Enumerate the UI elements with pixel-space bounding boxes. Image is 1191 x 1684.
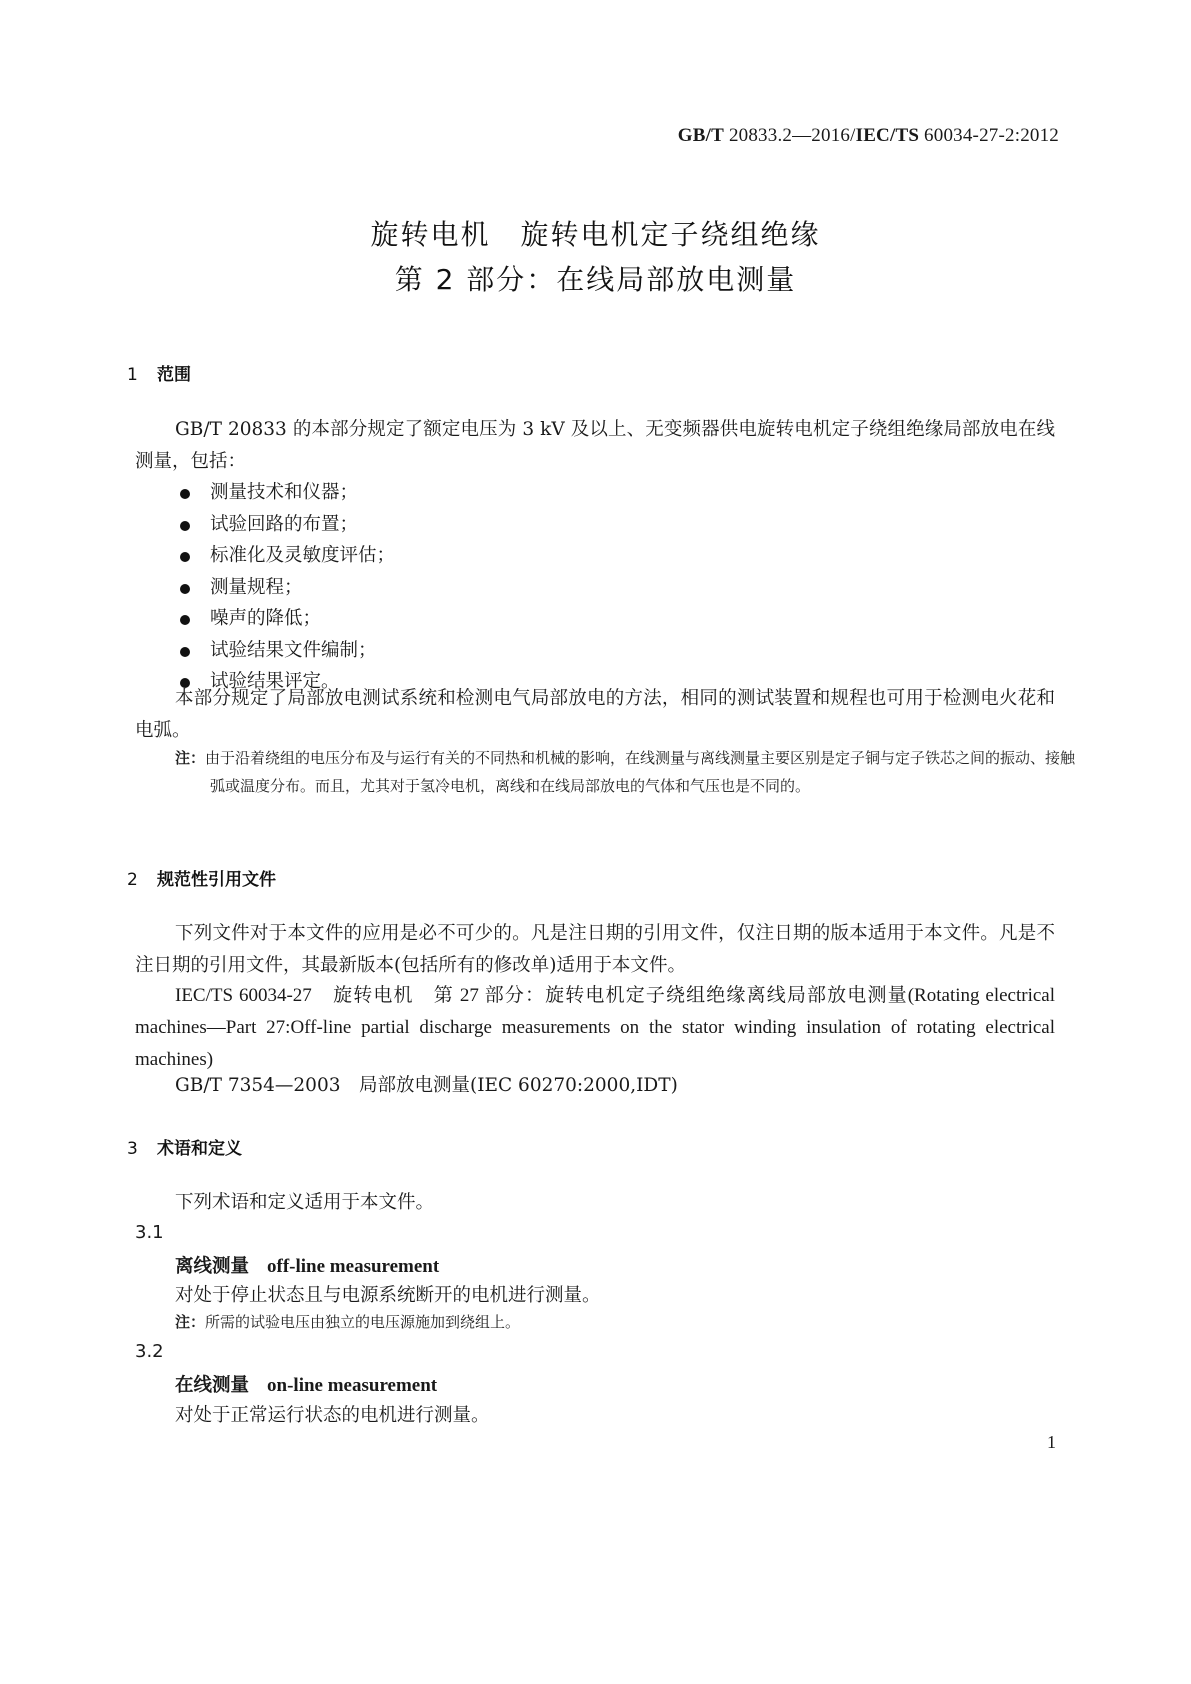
iec-number: 60034-27-2:2012 xyxy=(919,125,1059,146)
bullet-icon xyxy=(180,552,190,562)
term-name-en: on-line measurement xyxy=(267,1375,438,1396)
section-3-heading xyxy=(127,1134,242,1159)
document-title-line2: 第 2 部分：在线局部放电测量 xyxy=(394,263,797,296)
section-1-number: 1 xyxy=(127,365,138,385)
section-3-intro: 下列术语和定义适用于本文件。 xyxy=(175,1192,435,1213)
bullet-icon xyxy=(180,647,190,657)
list-item-text: 测量技术和仪器； xyxy=(210,482,359,503)
term-name-en: off-line measurement xyxy=(267,1256,440,1277)
term-3-1-name xyxy=(175,1252,439,1278)
section-1-intro: GB/T 20833 的本部分规定了额定电压为 3 kV 及以上、无变频器供电旋转电机定子绕组绝缘局部放电在线测量，包括： xyxy=(135,419,1055,472)
list-item-text: 试验结果文件编制； xyxy=(210,639,377,661)
term-3-2-number: 3.2 xyxy=(135,1341,164,1362)
section-3-title: 术语和定义 xyxy=(157,1139,242,1159)
bullet-icon xyxy=(180,521,190,531)
term-3-1-note xyxy=(175,1308,1090,1336)
list-item-text: 标准化及灵敏度评估； xyxy=(210,545,396,566)
list-item xyxy=(175,603,395,635)
term-3-1-number: 3.1 xyxy=(135,1222,164,1243)
bullet-icon xyxy=(180,489,190,499)
section-2-heading xyxy=(127,865,276,890)
standard-number-header xyxy=(678,125,1059,147)
note-label: 注： xyxy=(175,749,206,767)
section-1-title: 范围 xyxy=(157,365,191,385)
section-3-number: 3 xyxy=(127,1139,138,1159)
list-item-text: 测量规程； xyxy=(210,576,303,598)
term-name-zh: 离线测量 xyxy=(175,1256,250,1277)
list-item xyxy=(175,540,395,572)
standard-code: GB/T xyxy=(677,125,724,146)
note-text: 所需的试验电压由独立的电压源施加到绕组上。 xyxy=(205,1313,521,1331)
list-item xyxy=(175,635,395,667)
note-label: 注： xyxy=(175,1313,206,1331)
standard-number: 20833.2—2016/ xyxy=(724,125,856,146)
term-3-2-definition: 对处于正常运行状态的电机进行测量。 xyxy=(175,1405,490,1426)
normative-reference-1: IEC/TS 60034-27 旋转电机 第 27 部分：旋转电机定子绕组绝缘离线局部放电测量(Rotating electrical machines—Part 27:Off-line partial discharge measurements on the stator winding insulation of rotating electrical machines) xyxy=(135,985,1055,1070)
section-2-number: 2 xyxy=(127,870,138,890)
term-3-2-name xyxy=(175,1371,437,1397)
section-1-closing: 本部分规定了局部放电测试系统和检测电气局部放电的方法，相同的测试装置和规程也可用于检测电火花和电弧。 xyxy=(135,688,1055,741)
section-2-title: 规范性引用文件 xyxy=(157,870,276,890)
list-item-text: 试验回路的布置； xyxy=(210,513,359,535)
iec-code: IEC/TS xyxy=(855,125,920,146)
section-1-heading xyxy=(127,360,191,385)
list-item-text: 试验结果评定。 xyxy=(210,671,340,692)
list-item xyxy=(175,572,395,604)
bullet-icon xyxy=(180,584,190,594)
term-name-zh: 在线测量 xyxy=(175,1375,250,1396)
page-number: 1 xyxy=(1047,1432,1056,1452)
section-2-intro: 下列文件对于本文件的应用是必不可少的。凡是注日期的引用文件，仅注日期的版本适用于本文件。凡是不注日期的引用文件，其最新版本(包括所有的修改单)适用于本文件。 xyxy=(135,923,1055,976)
note-text: 由于沿着绕组的电压分布及与运行有关的不同热和机械的影响，在线测量与离线测量主要区别是定子铜与定子铁芯之间的振动、接触弧或温度分布。而且，尤其对于氢冷电机，离线和在线局部放电的气体和气压也是不同的。 xyxy=(205,749,1076,795)
document-title-line1: 旋转电机 旋转电机定子绕组绝缘 xyxy=(370,218,821,251)
bullet-icon xyxy=(180,615,190,625)
section-1-note xyxy=(175,744,1090,800)
scope-bullet-list xyxy=(175,477,395,698)
normative-reference-2: GB/T 7354—2003 局部放电测量(IEC 60270:2000,IDT) xyxy=(175,1075,678,1096)
list-item xyxy=(175,477,395,509)
list-item-text: 噪声的降低； xyxy=(210,608,322,629)
list-item xyxy=(175,509,395,541)
term-3-1-definition: 对处于停止状态且与电源系统断开的电机进行测量。 xyxy=(175,1285,601,1306)
